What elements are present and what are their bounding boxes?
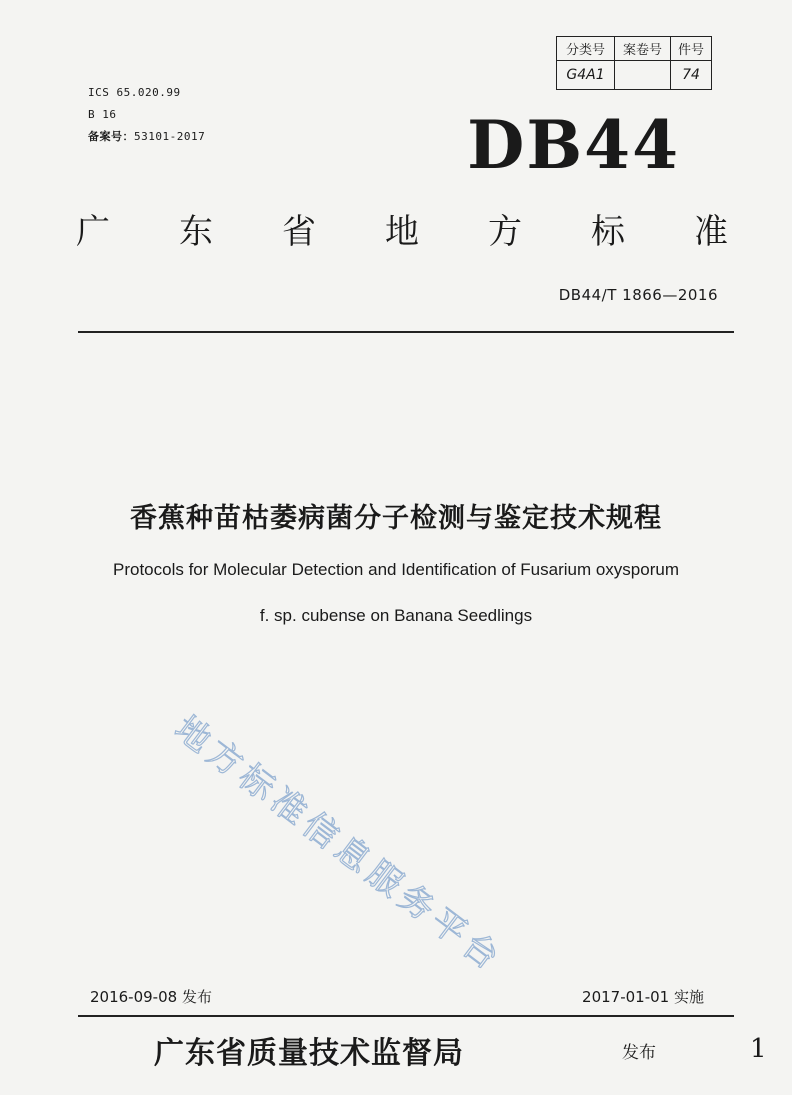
heading-char: 省 [282, 212, 316, 252]
english-title-line-1: Protocols for Molecular Detection and Identification of Fusarium oxysporum [113, 560, 679, 579]
heading-char: 方 [488, 212, 522, 252]
page-number: 1 [750, 1034, 767, 1064]
implement-date: 2017-01-01 实施 [582, 988, 704, 1006]
heading-char: 广 [76, 212, 110, 252]
chinese-title: 香蕉种苗枯萎病菌分子检测与鉴定技术规程 [130, 503, 662, 534]
record-number [88, 126, 205, 148]
classification-meta [88, 82, 205, 148]
top-divider [78, 331, 734, 333]
stamp-value-class: G4A1 [557, 61, 615, 89]
ics-code: ICS 65.020.99 [88, 86, 181, 99]
ccs-code: B 16 [88, 108, 117, 121]
heading-char: 东 [179, 212, 213, 252]
publish-date: 2016-09-08 发布 [90, 988, 212, 1006]
bottom-divider [78, 1015, 734, 1017]
stamp-header-item: 件号 [671, 37, 711, 61]
watermark: 地方标准信息服务平台 [167, 708, 511, 982]
archive-stamp [556, 36, 712, 90]
issue-label: 发布 [622, 1043, 656, 1063]
stamp-header-class: 分类号 [557, 37, 615, 61]
record-label: 备案号： [88, 130, 134, 143]
stamp-header-volume: 案卷号 [615, 37, 671, 61]
heading-char: 标 [591, 212, 625, 252]
stamp-value-item: 74 [682, 67, 700, 83]
heading-char: 准 [694, 212, 728, 252]
english-title-line-2: f. sp. cubense on Banana Seedlings [259, 606, 533, 625]
standard-type-heading [76, 204, 728, 253]
standard-number: DB44/T 1866—2016 [558, 286, 718, 304]
heading-char: 地 [385, 212, 419, 252]
stamp-value-volume [615, 61, 671, 89]
standard-code-logo: DB44 [467, 106, 680, 184]
issuing-authority: 广东省质量技术监督局 [154, 1036, 464, 1071]
record-value: 53101-2017 [134, 130, 206, 143]
